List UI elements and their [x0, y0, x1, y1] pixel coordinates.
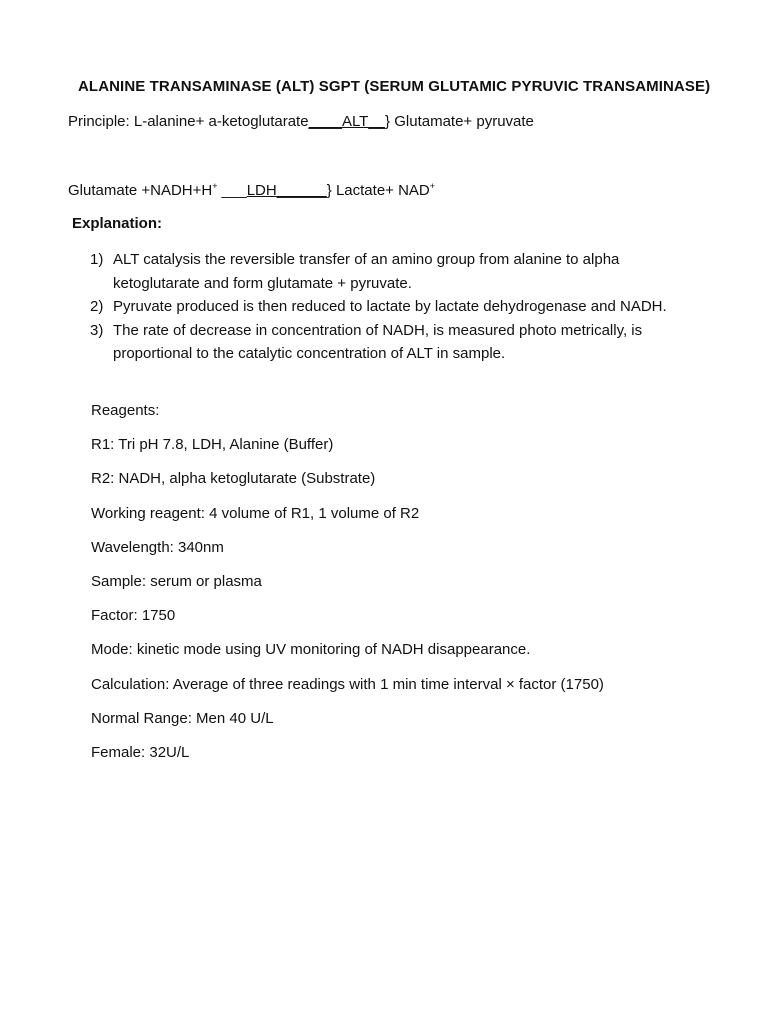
- second-reaction-product: } Lactate+ NAD: [326, 182, 430, 199]
- list-item-number: 1): [90, 251, 104, 268]
- param-working-reagent: Working reagent: 4 volume of R1, 1 volume of R2: [91, 504, 420, 522]
- param-normal-range: Normal Range: Men 40 U/L: [91, 709, 274, 727]
- param-factor: Factor: 1750: [91, 607, 176, 625]
- list-item: [90, 295, 690, 319]
- explanation-heading: Explanation:: [72, 215, 163, 232]
- principle-enzyme: ALT: [341, 113, 369, 130]
- list-item-number: 3): [90, 321, 104, 339]
- second-reaction-blank-before: ___: [217, 182, 247, 199]
- param-wavelength: Wavelength: 340nm: [91, 538, 224, 556]
- second-reaction-enzyme: LDH: [246, 182, 277, 199]
- principle-product: } Glutamate+ pyruvate: [385, 113, 534, 130]
- second-reaction-prefix: Glutamate +NADH+H: [68, 182, 213, 199]
- param-female: Female: 32U/L: [91, 743, 190, 761]
- list-item-text: The rate of decrease in concentration of NADH, is measured photo metrically, is proportional to the catalytic concentration of ALT in sample.: [113, 321, 643, 362]
- second-reaction-product-sup: +: [429, 181, 436, 191]
- second-reaction-prefix-sup: +: [212, 181, 218, 191]
- principle-prefix: Principle: L-alanine+ a-ketoglutarate: [68, 113, 309, 130]
- list-item-text: Pyruvate produced is then reduced to lactate by lactate dehydrogenase and NADH.: [113, 298, 667, 315]
- second-reaction: [68, 181, 435, 201]
- principle-reaction: [68, 112, 534, 132]
- document-title: ALANINE TRANSAMINASE (ALT) SGPT (SERUM GLUTAMIC PYRUVIC TRANSAMINASE): [78, 78, 711, 95]
- param-mode: Mode: kinetic mode using UV monitoring of NADH disappearance.: [91, 641, 531, 659]
- param-calculation: Calculation: Average of three readings with 1 min time interval × factor (1750): [91, 675, 604, 693]
- list-item: [90, 319, 690, 366]
- param-r1: R1: Tri pH 7.8, LDH, Alanine (Buffer): [91, 436, 334, 454]
- list-item-text: ALT catalysis the reversible transfer of an amino group from alanine to alpha ketoglutarate and form glutamate + pyruvate.: [113, 251, 620, 292]
- param-r2: R2: NADH, alpha ketoglutarate (Substrate): [91, 470, 376, 488]
- list-item-number: 2): [90, 298, 104, 315]
- list-item: [90, 248, 690, 295]
- principle-blank-before: ____: [308, 113, 342, 130]
- principle-blank-after: __: [368, 113, 386, 130]
- param-sample: Sample: serum or plasma: [91, 572, 262, 590]
- reagents-heading: Reagents:: [91, 402, 160, 419]
- explanation-list: [90, 248, 690, 366]
- reagent-parameters: [91, 401, 604, 777]
- second-reaction-blank-after: ______: [276, 182, 327, 199]
